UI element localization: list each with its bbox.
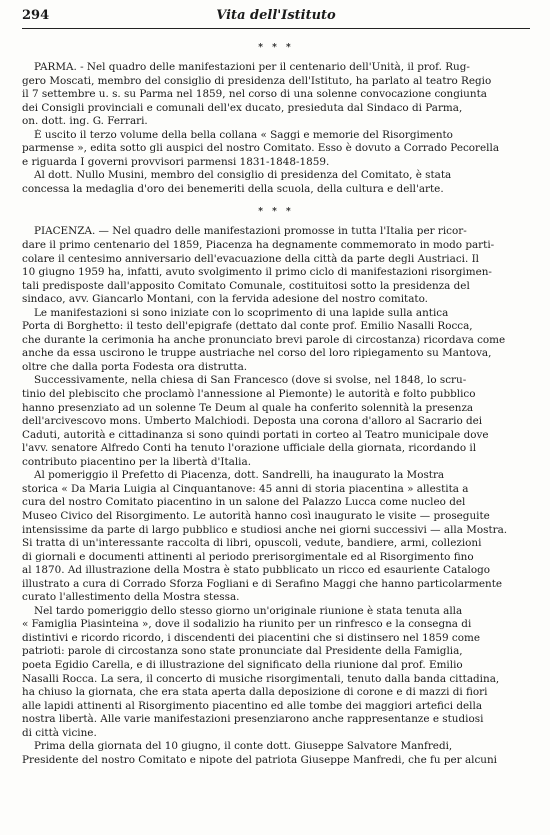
text-line: ha chiuso la giornata, che era stata aperta dalla deposizione di corone e di mazzi di fiori (22, 686, 488, 699)
text-line: Successivamente, nella chiesa di San Francesco (dove si svolse, nel 1848, lo scru- (34, 374, 467, 387)
paragraph (22, 374, 530, 469)
text-line: PIACENZA. — Nel quadro delle manifestazioni promosse in tutta l'Italia per ricor- (34, 225, 467, 238)
text-line: nostra libertà. Alle varie manifestazioni presenziarono anche rappresentanze e studiosi (22, 713, 484, 726)
page-number: 294 (22, 8, 50, 23)
text-line: colare il centesimo anniversario dell'evacuazione della città da parte degli Austriaci. Il (22, 252, 479, 265)
text-line: on. dott. ing. G. Ferrari. (22, 115, 148, 128)
text-line: 10 giugno 1959 ha, infatti, avuto svolgimento il primo ciclo di manifestazioni risorgimen- (22, 266, 492, 279)
text-line: « Famiglia Piasinteina », dove il sodalizio ha riunito per un rinfresco e la consegna di (22, 618, 472, 631)
text-line: Museo Civico del Risorgimento. Le autorità hanno così inaugurato le visite — proseguite (22, 509, 490, 522)
text-line: tinio del plebiscito che proclamò l'annessione al Piemonte) le autorità e folto pubblico (22, 388, 476, 401)
paragraph (22, 225, 530, 306)
section-parma (22, 61, 530, 196)
text-line: concessa la medaglia d'oro dei benemeriti della scuola, della cultura e dell'arte. (22, 182, 444, 195)
text-line: poeta Egidio Carella, e di illustrazione del significato della riunione dal prof. Emilio (22, 658, 463, 671)
paragraph (22, 61, 530, 129)
text-line: di giornali e documenti attinenti al periodo prerisorgimentale ed al Risorgimento fino (22, 550, 474, 563)
text-line: cura del nostro Comitato piacentino in un salone del Palazzo Lucca come nucleo del (22, 496, 466, 509)
text-line: sindaco, avv. Giancarlo Montani, con la fervida adesione del nostro comitato. (22, 293, 428, 306)
text-line: distintivi e ricordo ricordo, i discendenti dei piacentini che si distinsero nel 1859 come (22, 631, 481, 644)
text-line: alle lapidi attinenti al Risorgimento piacentino ed alle tombe dei maggiori artefici della (22, 699, 483, 712)
text-line: che durante la cerimonia ha anche pronunciato brevi parole di circostanza) ricordava come (22, 333, 506, 346)
text-line: contributo piacentino per la libertà d'Italia. (22, 455, 251, 468)
running-title: Vita dell'Istituto (216, 8, 336, 23)
text-line: Al pomeriggio il Prefetto di Piacenza, dott. Sandrelli, ha inaugurato la Mostra (34, 469, 445, 482)
section-separator: * * * (258, 207, 294, 218)
text-line: Si tratta di un'interessante raccolta di libri, opuscoli, vedute, bandiere, armi, collezioni (22, 537, 482, 550)
section-piacenza (22, 225, 530, 767)
text-line: Prima della giornata del 10 giugno, il conte dott. Giuseppe Salvatore Manfredi, (34, 740, 453, 753)
text-line: dell'arcivescovo mons. Umberto Malchiodi. Deposta una corona d'alloro al Sacrario dei (22, 415, 483, 428)
text-line: Le manifestazioni si sono iniziate con lo scoprimento di una lapide sulla antica (34, 306, 449, 319)
text-line: Porta di Borghetto: il testo dell'epigrafe (dettato dal conte prof. Emilio Nasalli Rocca, (22, 320, 473, 333)
text-line: al 1870. Ad illustrazione della Mostra è stato pubblicato un ricco ed esauriente Catalogo (22, 564, 491, 577)
document-page (0, 4, 550, 835)
section-separator: * * * (258, 43, 294, 53)
text-line: curato l'allestimento della Mostra stessa. (22, 591, 240, 604)
header-rule (22, 28, 530, 29)
text-line: Nasalli Rocca. La sera, il concerto di musiche risorgimentali, tenuto dalla banda cittadina, (22, 672, 500, 685)
text-line: di città vicine. (22, 726, 97, 739)
text-line: Caduti, autorità e cittadinanza si sono quindi portati in corteo al Teatro municipale dove (22, 428, 489, 441)
text-line: anche da essa uscirono le truppe austriache nel corso del loro ripiegamento su Mantova, (22, 347, 492, 360)
text-line: oltre che dalla porta Fodesta ora distrutta. (22, 360, 248, 373)
paragraph (22, 169, 530, 196)
text-line: dare il primo centenario del 1859, Piacenza ha degnamente commemorato in modo parti- (22, 239, 495, 252)
text-line: illustrato a cura di Corrado Sforza Fogliani e di Serafino Maggi che hanno particolarmente (22, 577, 503, 590)
text-line: parmense », edita sotto gli auspici del nostro Comitato. Esso è dovuto a Corrado Pecorella (22, 142, 500, 155)
text-line: tali predisposte dall'apposito Comitato Comunale, costituitosi sotto la presidenza del (22, 279, 470, 292)
text-line: intensissime da parte di largo pubblico e studiosi anche nei giorni successivi — alla Mostra. (22, 523, 508, 536)
text-line: PARMA. - Nel quadro delle manifestazioni per il centenario dell'Unità, il prof. Rug- (34, 61, 470, 73)
text-line: Al dott. Nullo Musini, membro del consiglio di presidenza del Comitato, è stata (34, 169, 452, 182)
text-line: l'avv. senatore Alfredo Conti ha tenuto l'orazione ufficiale della giornata, ricordando il (22, 442, 477, 455)
text-line: Presidente del nostro Comitato e nipote del patriota Giuseppe Manfredi, che fu per alcuni (22, 753, 497, 766)
text-line: storica « Da Maria Luigia al Cinquantanove: 45 anni di storia piacentina » allestita a (22, 482, 469, 495)
text-line: Nel tardo pomeriggio dello stesso giorno un'originale riunione è stata tenuta alla (34, 604, 463, 617)
text-line: dei Consigli provinciali e comunali dell'ex ducato, presieduta dal Sindaco di Parma, (22, 101, 463, 114)
paragraph (22, 129, 530, 170)
paragraph (22, 740, 530, 767)
paragraph (22, 307, 530, 375)
text-line: È uscito il terzo volume della bella collana « Saggi e memorie del Risorgimento (34, 128, 453, 141)
text-line: e riguarda I governi provvisori parmensi 1831-1848-1859. (22, 155, 330, 168)
text-line: patrioti: parole di circostanza sono state pronunciate dal Presidente della Famiglia, (22, 645, 463, 658)
page-header (22, 4, 530, 28)
text-line: gero Moscati, membro del consiglio di presidenza dell'Istituto, ha parlato al teatro Regio (22, 74, 492, 87)
paragraph (22, 605, 530, 740)
paragraph (22, 469, 530, 604)
text-line: il 7 settembre u. s. su Parma nel 1859, nel corso di una solenne convocazione congiunta (22, 88, 487, 101)
text-line: hanno presenziato ad un solenne Te Deum al quale ha conferito solennità la presenza (22, 401, 474, 414)
